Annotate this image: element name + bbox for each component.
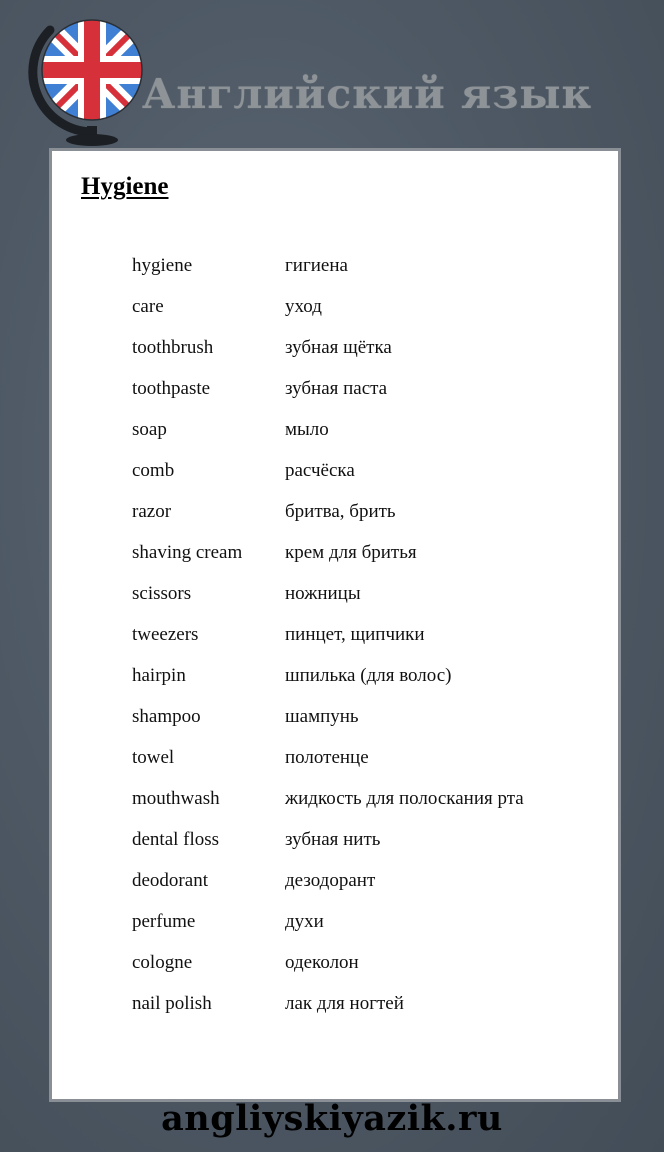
russian-translation: гигиена bbox=[285, 255, 348, 276]
vocab-row bbox=[132, 788, 524, 829]
english-word: shampoo bbox=[132, 706, 201, 727]
english-word: cologne bbox=[132, 952, 193, 973]
vocab-row bbox=[132, 665, 524, 706]
english-word: scissors bbox=[132, 583, 192, 604]
english-word: nail polish bbox=[132, 993, 212, 1014]
english-word: shaving cream bbox=[132, 542, 243, 563]
russian-translation: жидкость для полоскания рта bbox=[285, 788, 524, 809]
vocab-row bbox=[132, 296, 524, 337]
vocabulary-card bbox=[49, 148, 621, 1102]
russian-translation: мыло bbox=[285, 419, 329, 440]
site-title: Английский язык bbox=[142, 70, 593, 118]
english-word: hairpin bbox=[132, 665, 186, 686]
russian-translation: шампунь bbox=[285, 706, 359, 727]
vocab-row bbox=[132, 952, 524, 993]
english-word: deodorant bbox=[132, 870, 208, 891]
vocab-row bbox=[132, 255, 524, 296]
russian-translation: зубная паста bbox=[285, 378, 388, 399]
vocab-row bbox=[132, 460, 524, 501]
russian-translation: расчёска bbox=[285, 460, 355, 481]
vocab-row bbox=[132, 624, 524, 665]
vocab-row bbox=[132, 870, 524, 911]
russian-translation: зубная щётка bbox=[285, 337, 392, 358]
vocab-row bbox=[132, 378, 524, 419]
english-word: tweezers bbox=[132, 624, 199, 645]
english-word: comb bbox=[132, 460, 175, 481]
vocab-row bbox=[132, 911, 524, 952]
vocab-row bbox=[132, 993, 524, 1034]
english-word: perfume bbox=[132, 911, 196, 932]
vocab-row bbox=[132, 747, 524, 788]
russian-translation: духи bbox=[285, 911, 324, 932]
russian-translation: лак для ногтей bbox=[285, 993, 404, 1014]
russian-translation: шпилька (для волос) bbox=[285, 665, 452, 686]
english-word: razor bbox=[132, 501, 172, 522]
globe-uk-flag-icon bbox=[28, 8, 152, 148]
russian-translation: крем для бритья bbox=[285, 542, 417, 563]
russian-translation: пинцет, щипчики bbox=[285, 624, 425, 645]
english-word: soap bbox=[132, 419, 167, 440]
vocab-row bbox=[132, 583, 524, 624]
russian-translation: уход bbox=[285, 296, 322, 317]
english-word: mouthwash bbox=[132, 788, 220, 809]
russian-translation: полотенце bbox=[285, 747, 369, 768]
russian-translation: дезодорант bbox=[285, 870, 376, 891]
english-word: dental floss bbox=[132, 829, 220, 850]
vocab-row bbox=[132, 337, 524, 378]
vocab-row bbox=[132, 706, 524, 747]
vocab-row bbox=[132, 419, 524, 460]
vocab-row bbox=[132, 829, 524, 870]
english-word: towel bbox=[132, 747, 175, 768]
site-url: angliyskiyazik.ru bbox=[161, 1098, 503, 1139]
russian-translation: одеколон bbox=[285, 952, 359, 973]
english-word: toothbrush bbox=[132, 337, 214, 358]
english-word: care bbox=[132, 296, 164, 317]
page-title: Hygiene bbox=[81, 173, 169, 200]
vocabulary-list bbox=[132, 255, 524, 1034]
english-word: toothpaste bbox=[132, 378, 211, 399]
russian-translation: ножницы bbox=[285, 583, 361, 604]
vocab-row bbox=[132, 501, 524, 542]
vocab-row bbox=[132, 542, 524, 583]
english-word: hygiene bbox=[132, 255, 193, 276]
russian-translation: бритва, брить bbox=[285, 501, 396, 522]
russian-translation: зубная нить bbox=[285, 829, 381, 850]
